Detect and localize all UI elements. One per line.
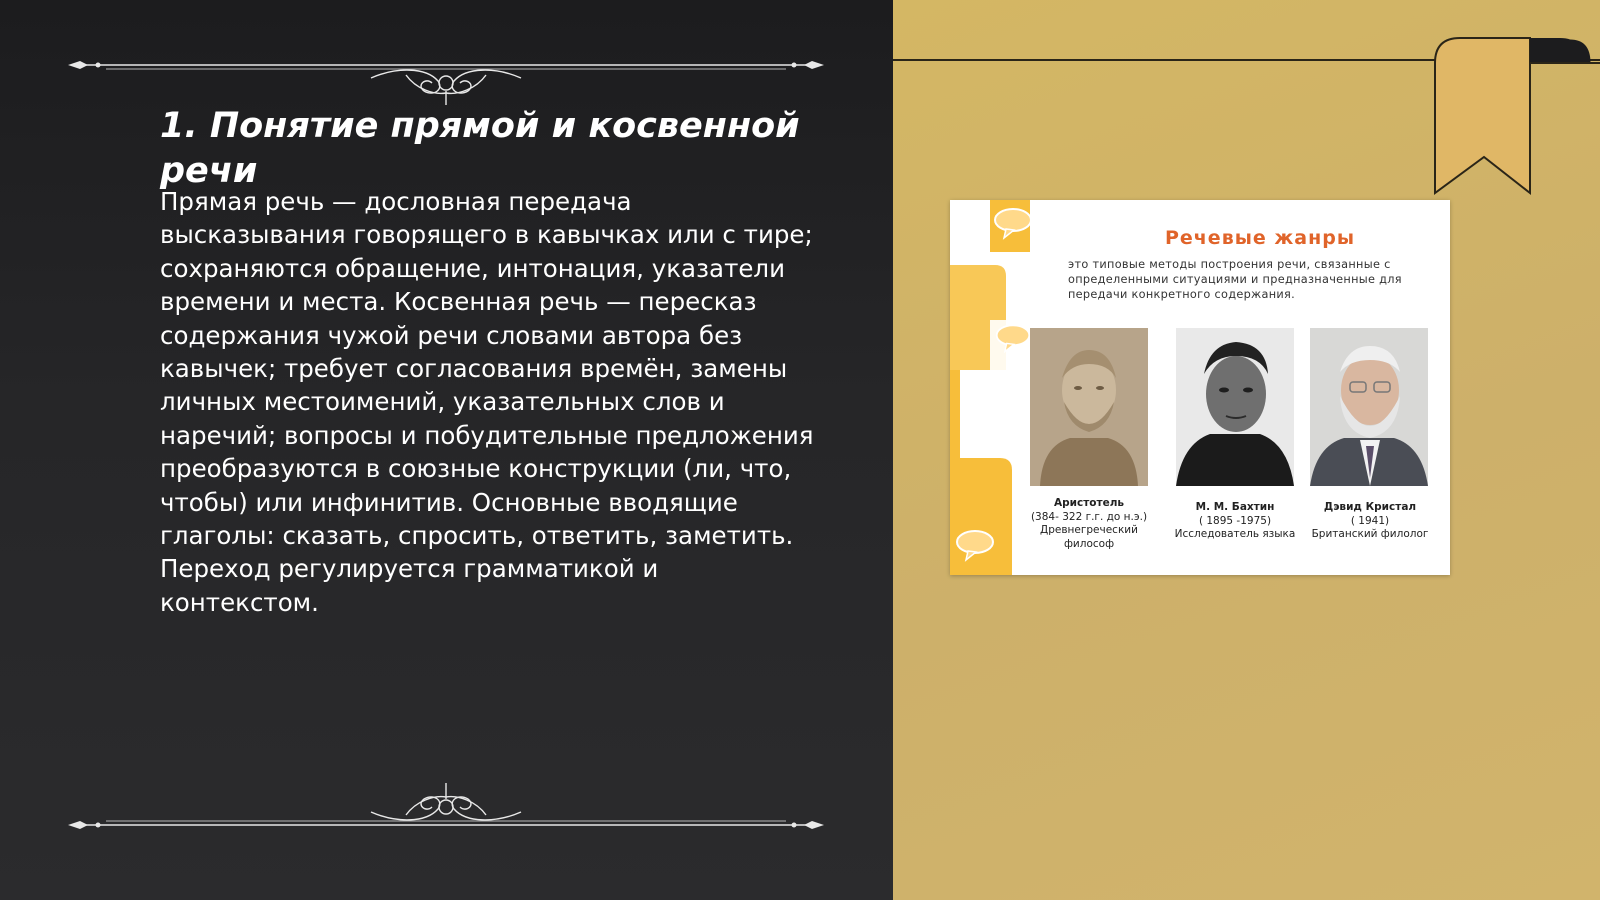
person-caption-crystal [1296, 501, 1444, 542]
card-description: это типовые методы построения речи, связанные с определенными ситуациями и предназначенные для передачи конкретного содержания. [1068, 258, 1402, 301]
person-role: Исследователь языка [1174, 528, 1296, 540]
person-dates: ( 1941) [1350, 514, 1390, 527]
person-caption-bakhtin [1161, 501, 1309, 542]
person-name: Аристотель [1053, 497, 1125, 509]
portrait-crystal [1310, 328, 1428, 486]
slide-title: 1. Понятие прямой и косвенной речи [160, 106, 800, 191]
person-role: Древнегреческий философ [1040, 524, 1138, 550]
card-title: Речевые жанры [1164, 227, 1356, 249]
person-role: Британский филолог [1311, 528, 1429, 540]
portrait-bakhtin [1176, 328, 1294, 486]
person-caption-aristotle [1015, 497, 1163, 551]
slide-body-text: Прямая речь — дословная передача высказывания говорящего в кавычках или с тире; сохраняются обращение, интонация, указатели времени и места. Косвенная речь — пересказ содержания чужой речи словами автора без кавычек; требует согласования времён, замены личных местоимений, указательных слов и наречий; вопросы и побудительные предложения преобразуются в союзные конструкции (ли, что, чтобы) или инфинитив. Основные вводящие глаголы: сказать, спросить, ответить, заметить. Переход регулируется грамматикой и контекстом. [160, 187, 814, 617]
flourish-divider-top-icon [66, 45, 826, 105]
flourish-divider-bottom-icon [66, 775, 826, 835]
person-dates: ( 1895 -1975) [1198, 514, 1272, 527]
speech-bubble-icon [954, 528, 996, 562]
speech-bubble-icon [992, 206, 1034, 240]
person-dates: (384- 322 г.г. до н.э.) [1030, 510, 1148, 523]
person-name: Дэвид Кристал [1323, 501, 1417, 513]
speech-genres-card [950, 200, 1450, 575]
speech-bubble-icon [994, 322, 1032, 354]
portrait-aristotle [1030, 328, 1148, 486]
person-name: М. М. Бахтин [1195, 501, 1275, 513]
bookmark-ribbon-icon [1432, 35, 1600, 200]
